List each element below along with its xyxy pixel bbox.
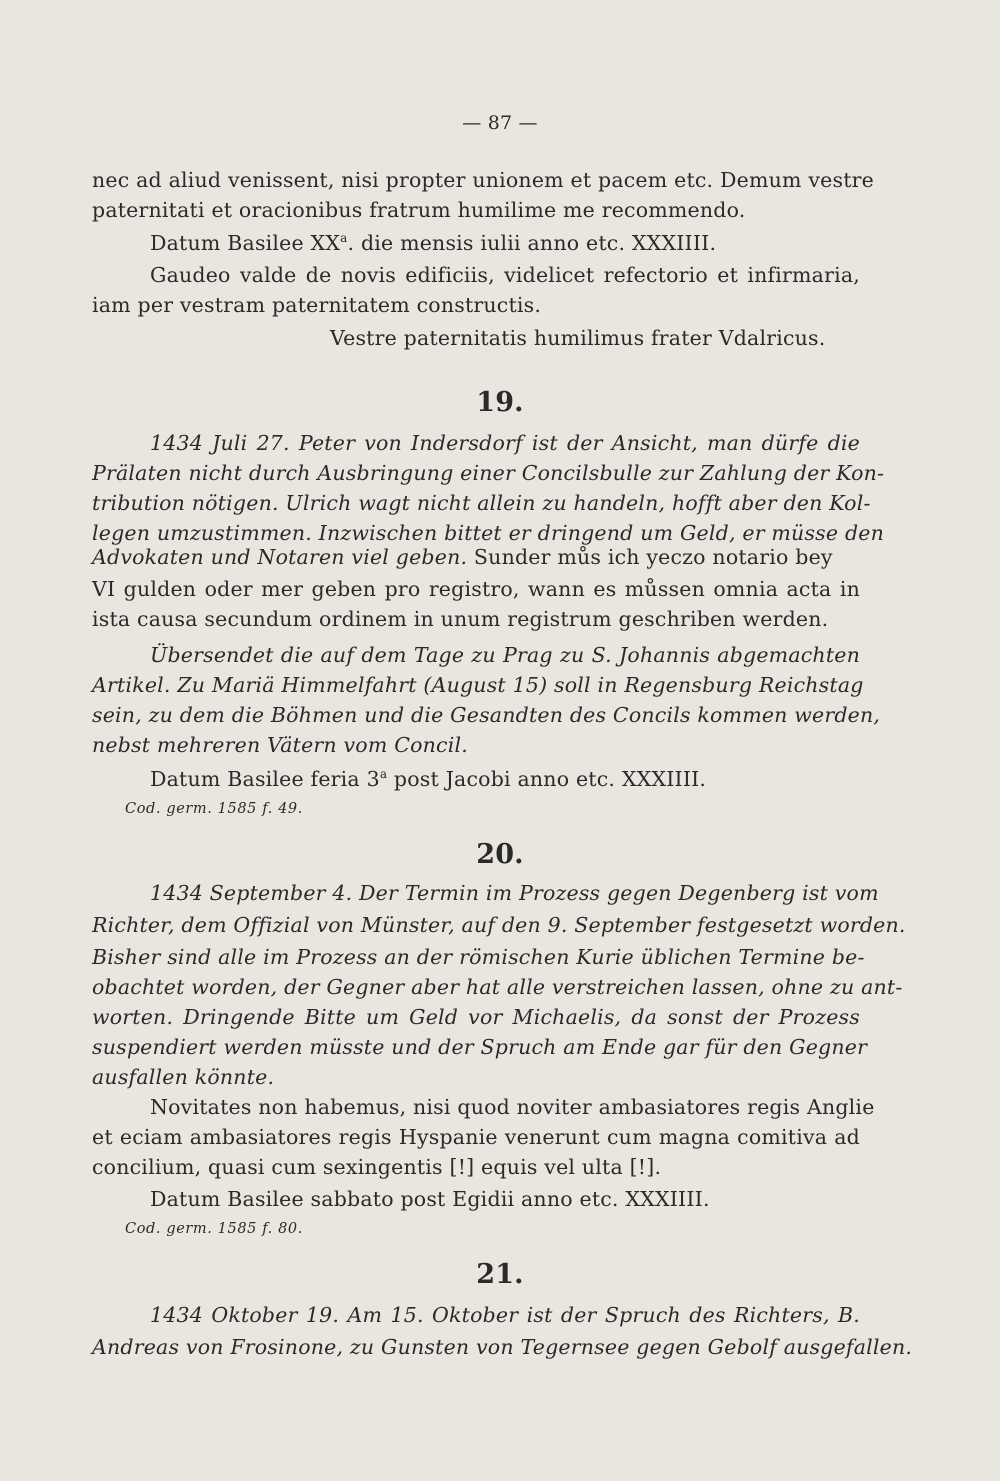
doc-19-dating-rest: post Jacobi anno etc. XXXIIII. xyxy=(387,767,707,791)
doc-19-summary-end: Advokaten und Notaren viel geben. xyxy=(92,545,468,569)
doc-20-dating: Datum Basilee sabbato post Egidii anno etc. XXXIIII. xyxy=(150,1187,710,1211)
doc-19-summary-line: Übersendet die auf dem Tage zu Prag zu S. Johannis abgemachten xyxy=(150,643,860,667)
doc-20-summary-line: suspendiert werden müsste und der Spruch am Ende gar für den Gegner xyxy=(92,1035,868,1059)
doc-19-text-line: VI gulden oder mer geben pro registro, wann es můssen omnia acta in xyxy=(92,577,860,601)
intro-line-5: iam per vestram paternitatem constructis. xyxy=(92,293,542,317)
doc-20-summary-line: ausfallen könnte. xyxy=(92,1065,275,1089)
doc-19-summary-line: nebst mehreren Vätern vom Concil. xyxy=(92,733,468,757)
doc-20-summary-line: Bisher sind alle im Prozess an der römischen Kurie üblichen Termine be- xyxy=(92,945,865,969)
doc-21-number: 21. xyxy=(476,1259,524,1290)
doc-19-summary-line: legen umzustimmen. Inzwischen bittet er dringend um Geld, er müsse den xyxy=(92,521,885,545)
doc-19-mixed-line xyxy=(92,542,833,572)
doc-19-text-start: Sunder můs ich yeczo notario bey xyxy=(467,545,833,569)
doc-20-number: 20. xyxy=(476,839,524,870)
doc-20-summary-line: worten. Dringende Bitte um Geld vor Michaelis, da sonst der Prozess xyxy=(92,1005,860,1029)
doc-19-summary-line: 1434 Juli 27. Peter von Indersdorf ist der Ansicht, man dürfe die xyxy=(150,431,860,455)
intro-line-2: paternitati et oracionibus fratrum humilime me recommendo. xyxy=(92,198,746,222)
doc-19-dating-text: Datum Basilee feria 3 xyxy=(150,767,380,791)
doc-19-summary-line: tribution nötigen. Ulrich wagt nicht allein zu handeln, hofft aber den Kol- xyxy=(92,491,871,515)
page-number: — 87 — xyxy=(462,112,538,134)
doc-19-text-line: ista causa secundum ordinem in unum registrum geschriben werden. xyxy=(92,607,829,631)
doc-19-summary-line: sein, zu dem die Böhmen und die Gesandten des Concils kommen werden, xyxy=(92,703,881,727)
doc-19-summary-line: Prälaten nicht durch Ausbringung einer Concilsbulle zur Zahlung der Kon- xyxy=(92,461,885,485)
doc-21-summary-line: 1434 Oktober 19. Am 15. Oktober ist der Spruch des Richters, B. xyxy=(150,1303,860,1327)
intro-signature: Vestre paternitatis humilimus frater Vdalricus. xyxy=(330,326,826,350)
doc-20-text-line: concilium, quasi cum sexingentis [!] equis vel ulta [!]. xyxy=(92,1155,662,1179)
intro-dating-rest: . die mensis iulii anno etc. XXXIIII. xyxy=(347,231,717,255)
intro-line-1: nec ad aliud venissent, nisi propter unionem et pacem etc. Demum vestre xyxy=(92,168,874,192)
doc-19-number: 19. xyxy=(476,387,524,418)
doc-19-dating xyxy=(150,764,706,794)
doc-20-source: Cod. germ. 1585 f. 80. xyxy=(125,1221,303,1237)
doc-20-summary-line: obachtet worden, der Gegner aber hat alle verstreichen lassen, ohne zu ant- xyxy=(92,975,903,999)
doc-19-summary-line: Artikel. Zu Mariä Himmelfahrt (August 15) soll in Regensburg Reichstag xyxy=(92,673,864,697)
doc-20-text-line: et eciam ambasiatores regis Hyspanie venerunt cum magna comitiva ad xyxy=(92,1125,860,1149)
superscript-a: a xyxy=(379,767,388,782)
intro-dating xyxy=(150,228,716,258)
intro-line-4: Gaudeo valde de novis edificiis, videlicet refectorio et infirmaria, xyxy=(150,263,860,287)
doc-21-summary-line: Andreas von Frosinone, zu Gunsten von Tegernsee gegen Gebolf ausgefallen. xyxy=(92,1335,913,1359)
doc-20-text-line: Novitates non habemus, nisi quod noviter ambasiatores regis Anglie xyxy=(150,1095,875,1119)
doc-20-summary-line: Richter, dem Offizial von Münster, auf den 9. September festgesetzt worden. xyxy=(92,913,906,937)
intro-dating-text: Datum Basilee XX xyxy=(150,231,341,255)
doc-19-source: Cod. germ. 1585 f. 49. xyxy=(125,801,303,817)
doc-20-summary-line: 1434 September 4. Der Termin im Prozess gegen Degenberg ist vom xyxy=(150,881,879,905)
superscript-a: a xyxy=(340,231,348,246)
